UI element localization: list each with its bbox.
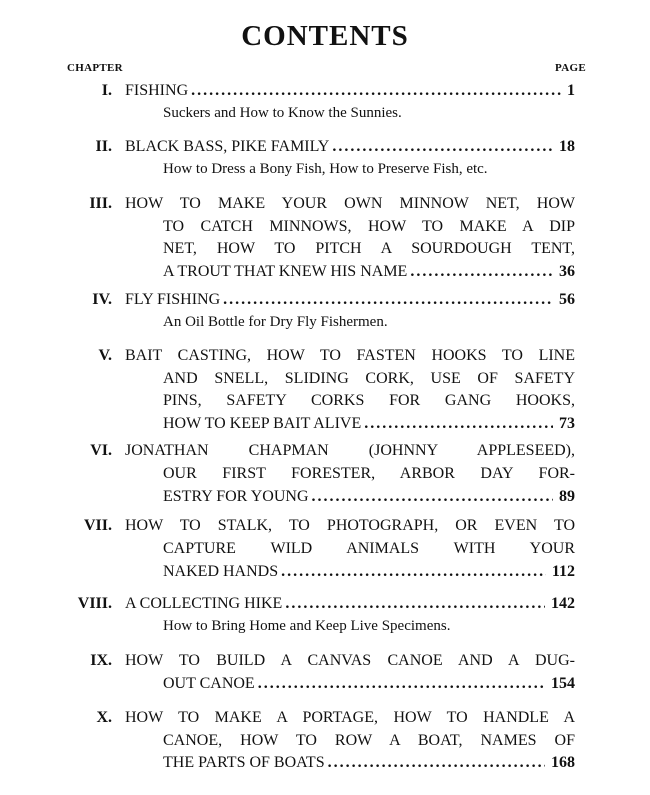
chapter-title-line xyxy=(163,413,575,435)
chapter-title-line: AND SNELL, SLIDING CORK, USE OF SAFETY xyxy=(163,369,575,387)
page-number: 18 xyxy=(559,138,575,155)
dot-leader xyxy=(223,289,553,311)
chapter-title-line: CANOE, HOW TO ROW A BOAT, NAMES OF xyxy=(163,731,575,749)
chapter-number: IV. xyxy=(92,291,112,308)
chapter-title-line: NET, HOW TO PITCH A SOURDOUGH TENT, xyxy=(163,240,575,257)
chapter-number: X. xyxy=(96,709,112,726)
chapter-title-line: HOW TO MAKE A PORTAGE, HOW TO HANDLE A xyxy=(125,709,575,726)
chapter-title-line: JONATHAN CHAPMAN (JOHNNY APPLESEED), xyxy=(125,442,575,459)
chapter-title-line: HOW TO BUILD A CANVAS CANOE AND A DUG- xyxy=(125,652,575,669)
dot-leader xyxy=(328,752,545,774)
chapter-number: VII. xyxy=(83,517,112,534)
chapter-title-text: FLY FISHING xyxy=(125,291,221,308)
page-number: 1 xyxy=(567,82,575,99)
chapter-title-line xyxy=(125,136,575,158)
chapter-title-line xyxy=(163,561,575,583)
chapter-title-line xyxy=(163,486,575,508)
dot-leader xyxy=(332,136,553,158)
chapter-number: III. xyxy=(89,195,112,212)
chapter-title-text: THE PARTS OF BOATS xyxy=(163,754,325,771)
chapter-title-line: OUR FIRST FORESTER, ARBOR DAY FOR- xyxy=(163,465,575,482)
dot-leader xyxy=(281,561,546,583)
chapter-title-line: HOW TO STALK, TO PHOTOGRAPH, OR EVEN TO xyxy=(125,517,575,534)
chapter-subtitle: Suckers and How to Know the Sunnies. xyxy=(163,105,402,121)
dot-leader xyxy=(285,593,545,615)
page-number: 168 xyxy=(551,754,575,771)
page-number: 36 xyxy=(559,262,575,280)
chapter-number: II. xyxy=(95,138,112,155)
page-number: 73 xyxy=(559,414,575,432)
chapter-title-line xyxy=(125,593,575,615)
chapter-title-line: PINS, SAFETY CORKS FOR GANG HOOKS, xyxy=(163,392,575,409)
page-title: CONTENTS xyxy=(241,20,409,52)
chapter-subtitle: How to Bring Home and Keep Live Specimens. xyxy=(163,618,451,634)
chapter-title-line xyxy=(163,752,575,774)
chapter-title-text: A TROUT THAT KNEW HIS NAME xyxy=(163,262,408,280)
page-number: 154 xyxy=(551,674,575,692)
chapter-title-line: CAPTURE WILD ANIMALS WITH YOUR xyxy=(163,540,575,557)
dot-leader xyxy=(191,80,561,102)
chapter-number: IX. xyxy=(90,652,112,669)
chapter-title-line xyxy=(163,261,575,283)
chapter-title-text: BLACK BASS, PIKE FAMILY xyxy=(125,138,330,155)
page-number: 89 xyxy=(559,488,575,505)
chapter-title-line: HOW TO MAKE YOUR OWN MINNOW NET, HOW xyxy=(125,195,575,212)
chapter-subtitle: How to Dress a Bony Fish, How to Preserve Fish, etc. xyxy=(163,161,488,177)
chapter-number: VIII. xyxy=(77,595,112,612)
chapter-number: V. xyxy=(98,347,112,364)
chapter-title-line xyxy=(125,80,575,102)
page-number: 142 xyxy=(551,595,575,612)
chapter-title-text: ESTRY FOR YOUNG xyxy=(163,488,309,505)
chapter-title-line xyxy=(163,673,575,695)
chapter-subtitle: An Oil Bottle for Dry Fly Fishermen. xyxy=(163,314,388,330)
chapter-column-heading: CHAPTER xyxy=(67,62,123,74)
chapter-number: VI. xyxy=(90,442,112,459)
chapter-title-text: NAKED HANDS xyxy=(163,563,279,580)
dot-leader xyxy=(364,413,553,435)
dot-leader xyxy=(312,486,554,508)
chapter-title-line: BAIT CASTING, HOW TO FASTEN HOOKS TO LINE xyxy=(125,347,575,364)
page-number: 112 xyxy=(551,563,575,580)
dot-leader xyxy=(410,261,553,283)
chapter-title-text: OUT CANOE xyxy=(163,674,255,692)
chapter-title-text: A COLLECTING HIKE xyxy=(125,595,283,612)
page-number: 56 xyxy=(559,291,575,308)
chapter-title-text: HOW TO KEEP BAIT ALIVE xyxy=(163,414,362,432)
dot-leader xyxy=(258,673,545,695)
chapter-title-line: TO CATCH MINNOWS, HOW TO MAKE A DIP xyxy=(163,217,575,235)
chapter-number: I. xyxy=(101,82,112,99)
chapter-title-line xyxy=(125,289,575,311)
page-column-heading: PAGE xyxy=(555,62,586,74)
chapter-title-text: FISHING xyxy=(125,82,189,99)
